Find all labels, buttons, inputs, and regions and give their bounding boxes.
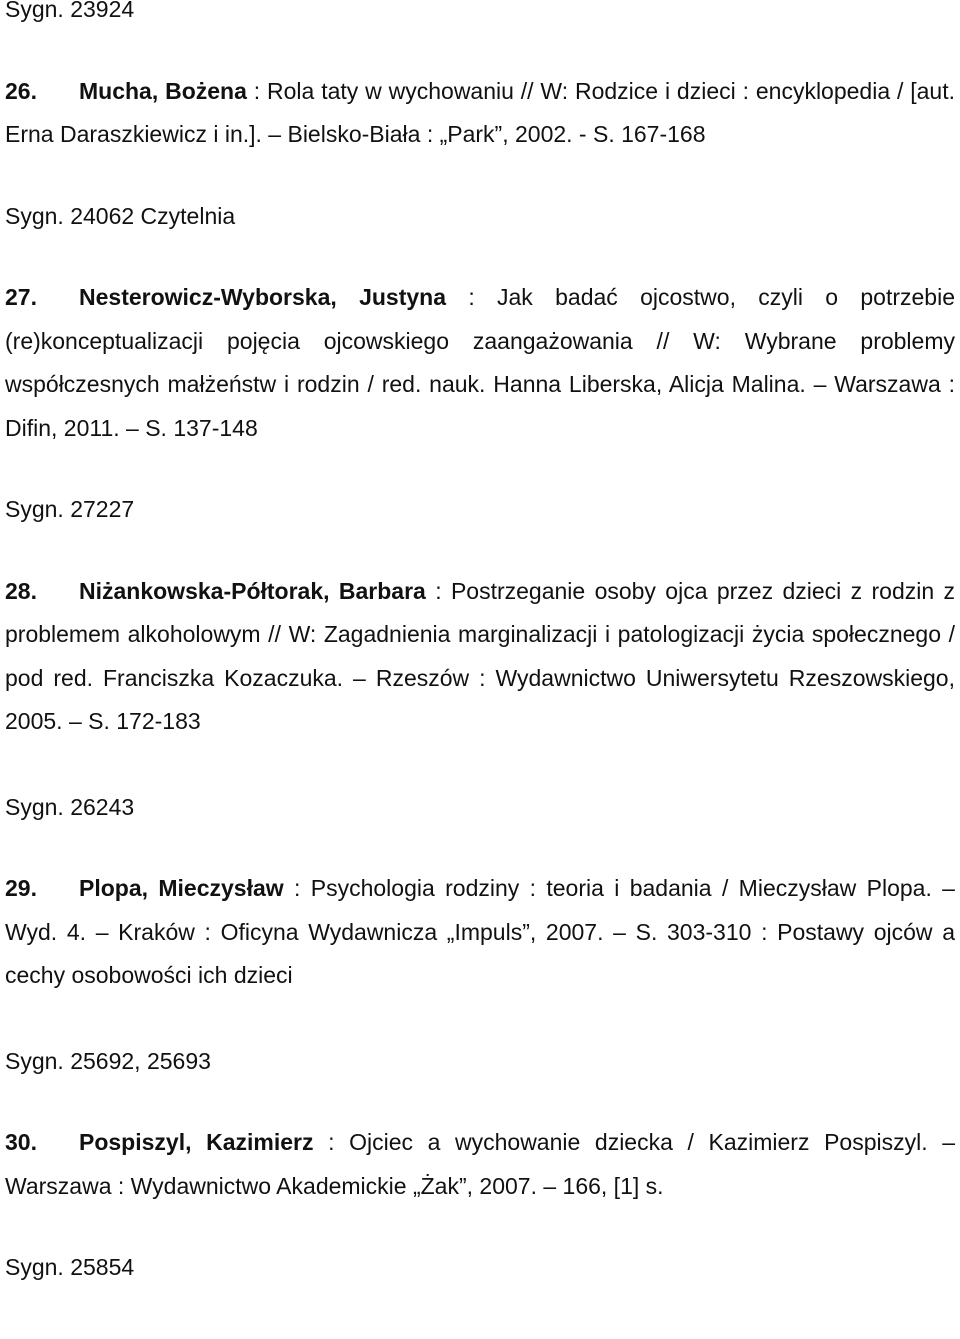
entry-26 [5,70,955,157]
entry-author: Pospiszyl, Kazimierz [79,1129,314,1155]
entry-author: Nesterowicz-Wyborska, Justyna [79,284,447,310]
entry-number: 29. [5,875,37,901]
sygn-line: Sygn. 26243 [5,793,135,820]
entry-author: Mucha, Bożena [79,77,247,104]
entry-number: 28. [5,577,37,604]
entry-28 [5,570,955,744]
sygn-line: Sygn. 25692, 25693 [5,1047,211,1074]
sygn-line: Sygn. 27227 [5,496,135,522]
entry-author: Niżankowska-Półtorak, Barbara [79,577,426,604]
entry-30 [5,1121,955,1208]
entry-body: : Ojciec a wychowanie dziecka / Kazimierz Pospiszyl. – Warszawa : Wydawnictwo Akademickie „Żak”, 2007. – 166, [1] s. [5,1129,956,1199]
entry-body: : Jak badać ojcostwo, czyli o potrzebie (re)konceptualizacji pojęcia ojcowskiego zaangażowania // W: Wybrane problemy współczesnych małżeństw i rodzin / red. nauk. Hanna Liberska, Alicja Malina. – Warszawa : Difin, 2011. – S. 137-148 [5,284,955,441]
document-page [5,0,955,1290]
entry-number: 27. [5,284,37,310]
entry-27 [5,276,955,450]
sygn-line: Sygn. 25854 [5,1254,135,1280]
entry-number: 30. [5,1129,37,1155]
entry-body: : Psychologia rodziny : teoria i badania / Mieczysław Plopa. – Wyd. 4. – Kraków : Oficyna Wydawnicza „Impuls”, 2007. – S. 303-310 : Postawy ojców a cechy osobowości ich dzieci [5,875,955,988]
sygn-line: Sygn. 24062 Czytelnia [5,202,236,229]
entry-29 [5,867,955,998]
sygn-line-top: Sygn. 23924 [5,0,135,22]
entry-body: : Rola taty w wychowaniu // W: Rodzice i dzieci : encyklopedia / [aut. Erna Daraszkiewicz i in.]. – Bielsko-Biała : „Park”, 2002. - S. 167-168 [5,77,956,147]
entry-body: : Postrzeganie osoby ojca przez dzieci z rodzin z problemem alkoholowym // W: Zagadnienia marginalizacji i patologizacji życia społecznego / pod red. Franciszka Kozaczuka. – Rzeszów : Wydawnictwo Uniwersytetu Rzeszowskiego, 2005. – S. 172-183 [5,577,956,734]
entry-author: Plopa, Mieczysław [79,875,284,901]
entry-number: 26. [5,77,37,104]
